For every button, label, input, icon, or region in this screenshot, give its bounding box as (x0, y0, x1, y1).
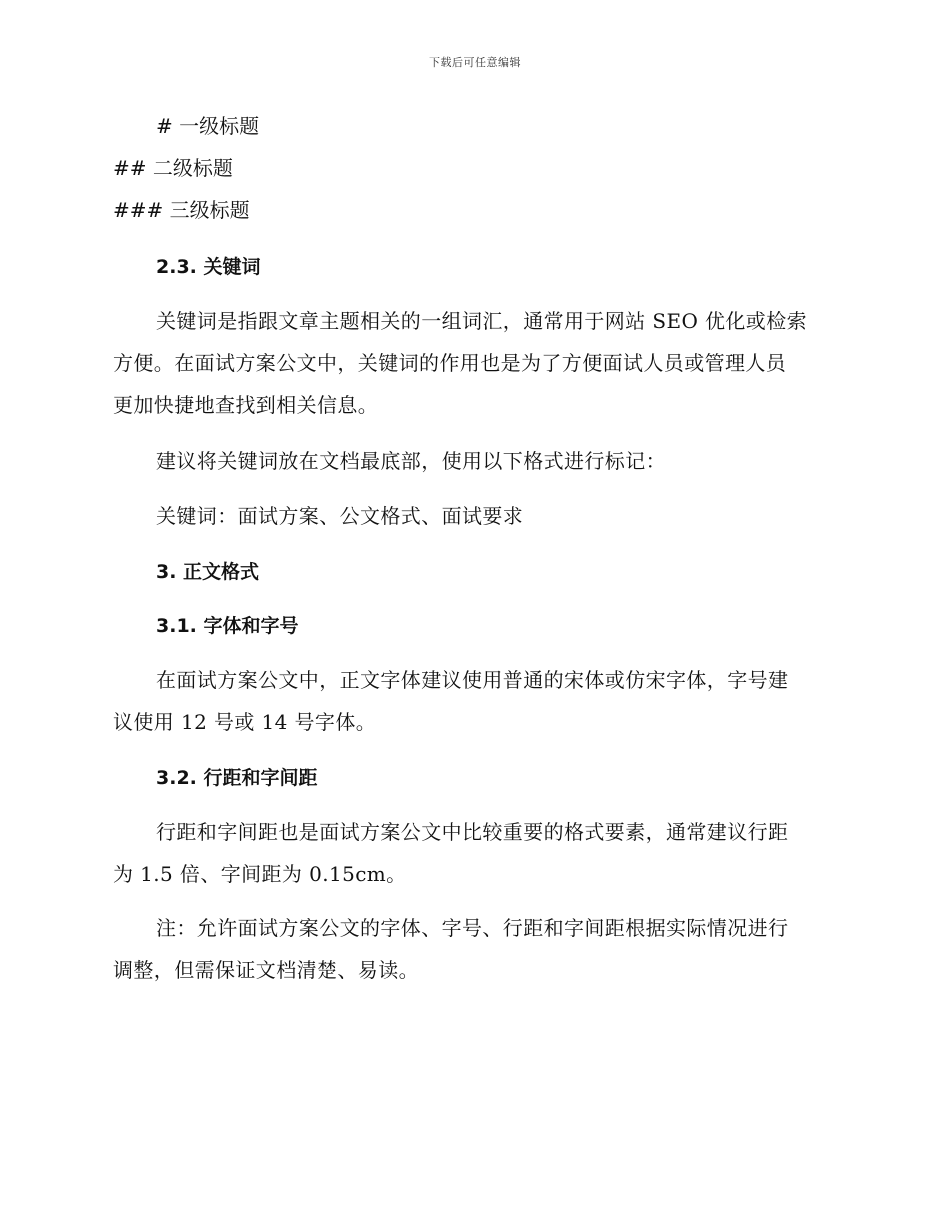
section-3-heading: 3. 正文格式 (156, 561, 260, 583)
h1-example-line: # 一级标题 (156, 114, 260, 138)
spacing-para-line-2: 为 1.5 倍、字间距为 0.15cm。 (113, 862, 407, 886)
keywords-para-line-3: 更加快捷地查找到相关信息。 (113, 393, 379, 417)
section-3-2-heading: 3.2. 行距和字间距 (156, 767, 318, 789)
note-para-line-1: 注：允许面试方案公文的字体、字号、行距和字间距根据实际情况进行 (156, 916, 789, 940)
keywords-advice-line: 建议将关键词放在文档最底部，使用以下格式进行标记： (156, 449, 666, 473)
keywords-para-line-1: 关键词是指跟文章主题相关的一组词汇，通常用于网站 SEO 优化或检索 (156, 309, 808, 333)
keywords-example-line: 关键词：面试方案、公文格式、面试要求 (156, 504, 524, 528)
h3-example-line: ### 三级标题 (113, 198, 250, 222)
note-para-line-2: 调整，但需保证文档清楚、易读。 (113, 958, 419, 982)
page-header: 下载后可任意编辑 (429, 56, 521, 69)
section-2-3-heading: 2.3. 关键词 (156, 256, 261, 278)
section-3-1-heading: 3.1. 字体和字号 (156, 615, 299, 637)
spacing-para-line-1: 行距和字间距也是面试方案公文中比较重要的格式要素，通常建议行距 (156, 820, 789, 844)
keywords-para-line-2: 方便。在面试方案公文中，关键词的作用也是为了方便面试人员或管理人员 (113, 351, 787, 375)
h2-example-line: ## 二级标题 (113, 156, 233, 180)
font-para-line-1: 在面试方案公文中，正文字体建议使用普通的宋体或仿宋字体，字号建 (156, 668, 789, 692)
font-para-line-2: 议使用 12 号或 14 号字体。 (113, 710, 377, 734)
